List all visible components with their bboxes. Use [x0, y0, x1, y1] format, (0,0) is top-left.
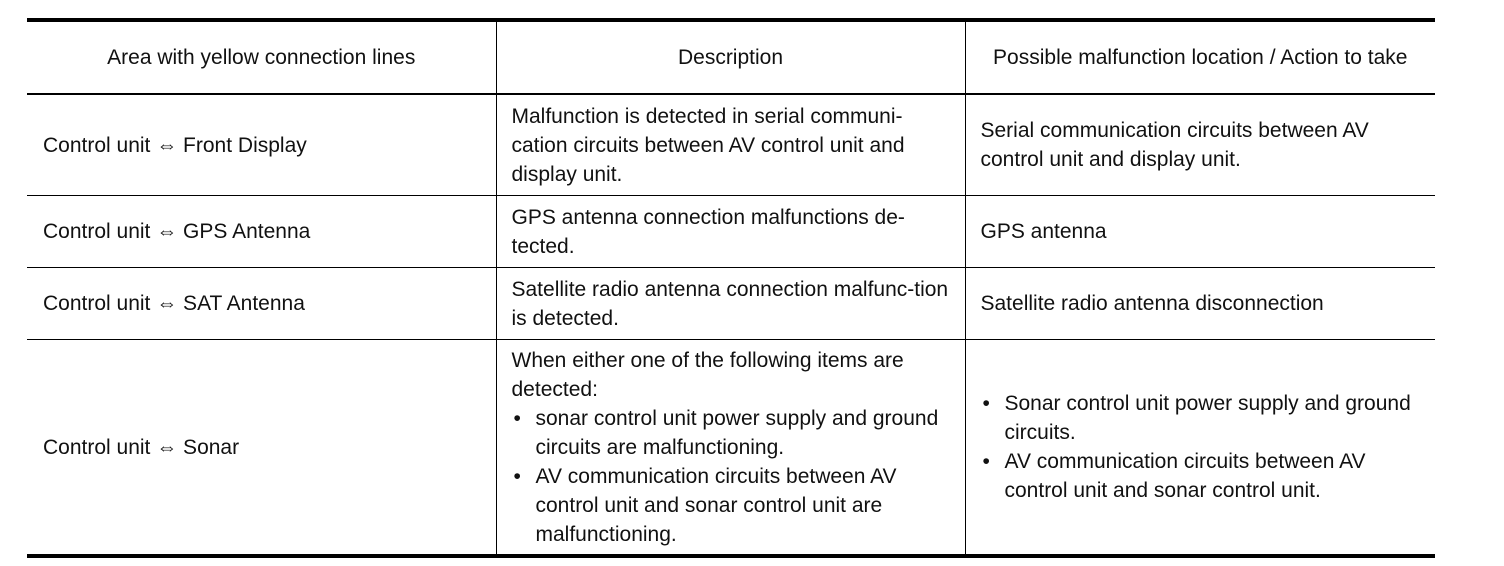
- list-item: • sonar control unit power supply and ground circuits are malfunctioning.: [512, 404, 951, 462]
- description-cell: [496, 340, 965, 557]
- header-action: Possible malfunction location / Action to take: [965, 20, 1435, 94]
- table-row: [27, 268, 1435, 340]
- action-cell: GPS antenna: [965, 196, 1435, 268]
- area-cell: Control unit ⇔ SAT Antenna: [27, 268, 496, 340]
- description-bullet-list: [512, 404, 951, 549]
- list-item: • Sonar control unit power supply and ground circuits.: [981, 389, 1422, 447]
- area-cell: Control unit ⇔ Sonar: [27, 340, 496, 557]
- action-bullet-list: [981, 389, 1422, 505]
- action-cell: Serial communication circuits between AV control unit and display unit.: [965, 94, 1435, 196]
- table-row: [27, 340, 1435, 557]
- area-cell: Control unit ⇔ GPS Antenna: [27, 196, 496, 268]
- table-row: [27, 196, 1435, 268]
- table-row: [27, 94, 1435, 196]
- header-area: Area with yellow connection lines: [27, 20, 496, 94]
- action-cell: Satellite radio antenna disconnection: [965, 268, 1435, 340]
- description-cell: Satellite radio antenna connection malfunc-tion is detected.: [496, 268, 965, 340]
- header-description: Description: [496, 20, 965, 94]
- description-cell: GPS antenna connection malfunctions de-tected.: [496, 196, 965, 268]
- list-item: • AV communication circuits between AV control unit and sonar control unit are malfunctioning.: [512, 462, 951, 549]
- malfunction-table: [27, 18, 1435, 558]
- area-cell: Control unit ⇔ Front Display: [27, 94, 496, 196]
- description-cell: Malfunction is detected in serial communi-cation circuits between AV control unit and display unit.: [496, 94, 965, 196]
- list-item: • AV communication circuits between AV control unit and sonar control unit.: [981, 447, 1422, 505]
- table-header-row: [27, 20, 1435, 94]
- description-intro: When either one of the following items are detected:: [511, 348, 904, 401]
- action-cell: [965, 340, 1435, 557]
